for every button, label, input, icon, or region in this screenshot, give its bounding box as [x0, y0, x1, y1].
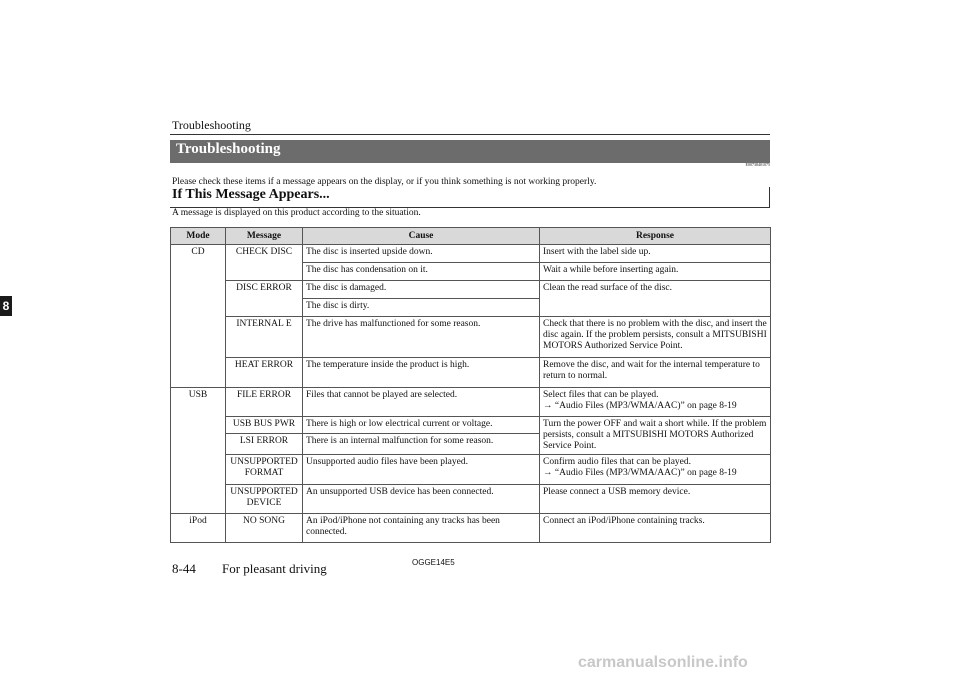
- cause-cell: The disc is damaged.: [303, 281, 540, 299]
- table-row: [171, 455, 771, 485]
- manual-code: OGGE14E5: [412, 558, 455, 567]
- response-cell: Insert with the label side up.: [540, 245, 771, 263]
- section-tab: 8: [0, 296, 12, 316]
- mode-cell: CD: [171, 245, 226, 388]
- troubleshooting-table: [170, 227, 771, 543]
- chapter-title: For pleasant driving: [222, 561, 327, 576]
- header-response: Response: [540, 228, 771, 245]
- response-cell: Connect an iPod/iPhone containing tracks.: [540, 514, 771, 543]
- cause-cell: The drive has malfunctioned for some reason.: [303, 317, 540, 358]
- message-cell: FILE ERROR: [226, 388, 303, 417]
- header-cause: Cause: [303, 228, 540, 245]
- response-cell: Remove the disc, and wait for the internal temperature to return to normal.: [540, 358, 771, 388]
- cause-cell: There is high or low electrical current or voltage.: [303, 417, 540, 434]
- response-cell: Wait a while before inserting again.: [540, 263, 771, 281]
- title-bar: [170, 140, 770, 163]
- message-cell: NO SONG: [226, 514, 303, 543]
- response-cell: Check that there is no problem with the disc, and insert the disc again. If the problem persists, consult a MITSUBISHI MOTORS Authorized Service Point.: [540, 317, 771, 358]
- lead-text: A message is displayed on this product according to the situation.: [172, 208, 421, 218]
- table-row: [171, 317, 771, 358]
- message-cell: UNSUPPORTED DEVICE: [226, 485, 303, 514]
- table-row: [171, 281, 771, 299]
- cause-cell: Files that cannot be played are selected.: [303, 388, 540, 417]
- page-number: 8-44: [172, 561, 196, 576]
- response-cell: Confirm audio files that can be played. → “Audio Files (MP3/WMA/AAC)” on page 8-19: [540, 455, 771, 485]
- header-mode: Mode: [171, 228, 226, 245]
- table-row: [171, 388, 771, 417]
- cause-cell: An unsupported USB device has been connected.: [303, 485, 540, 514]
- cause-cell: The temperature inside the product is high.: [303, 358, 540, 388]
- message-cell: UNSUPPORTED FORMAT: [226, 455, 303, 485]
- cause-cell: Unsupported audio files have been played.: [303, 455, 540, 485]
- response-cell: Clean the read surface of the disc.: [540, 281, 771, 317]
- message-cell: HEAT ERROR: [226, 358, 303, 388]
- table-row: [171, 485, 771, 514]
- cause-cell: The disc is inserted upside down.: [303, 245, 540, 263]
- table-header-row: [171, 228, 771, 245]
- intro-text: Please check these items if a message appears on the display, or if you think something is not working properly.: [172, 177, 597, 187]
- table-row: [171, 417, 771, 434]
- mode-cell: iPod: [171, 514, 226, 543]
- response-cell: Please connect a USB memory device.: [540, 485, 771, 514]
- response-cell: Select files that can be played. → “Audio Files (MP3/WMA/AAC)” on page 8-19: [540, 388, 771, 417]
- cause-cell: There is an internal malfunction for some reason.: [303, 434, 540, 455]
- cause-cell: The disc has condensation on it.: [303, 263, 540, 281]
- cause-cell: An iPod/iPhone not containing any tracks has been connected.: [303, 514, 540, 543]
- table-row: [171, 514, 771, 543]
- message-cell: DISC ERROR: [226, 281, 303, 317]
- table-row: [171, 245, 771, 263]
- doc-code: E00738401075: [745, 162, 770, 167]
- cause-cell: The disc is dirty.: [303, 299, 540, 317]
- message-cell: USB BUS PWR: [226, 417, 303, 434]
- page-title: Troubleshooting: [176, 141, 281, 157]
- message-cell: CHECK DISC: [226, 245, 303, 281]
- subheading: If This Message Appears...: [172, 187, 330, 202]
- table-row: [171, 358, 771, 388]
- header-message: Message: [226, 228, 303, 245]
- response-cell: Turn the power OFF and wait a short while. If the problem persists, consult a MITSUBISHI MOTORS Authorized Service Point.: [540, 417, 771, 455]
- running-head: Troubleshooting: [172, 118, 251, 132]
- message-cell: INTERNAL E: [226, 317, 303, 358]
- subheading-rule-vertical: [769, 187, 770, 207]
- header-rule: [170, 134, 770, 135]
- message-cell: LSI ERROR: [226, 434, 303, 455]
- watermark-link[interactable]: carmanualsonline.info: [578, 654, 748, 671]
- mode-cell: USB: [171, 388, 226, 514]
